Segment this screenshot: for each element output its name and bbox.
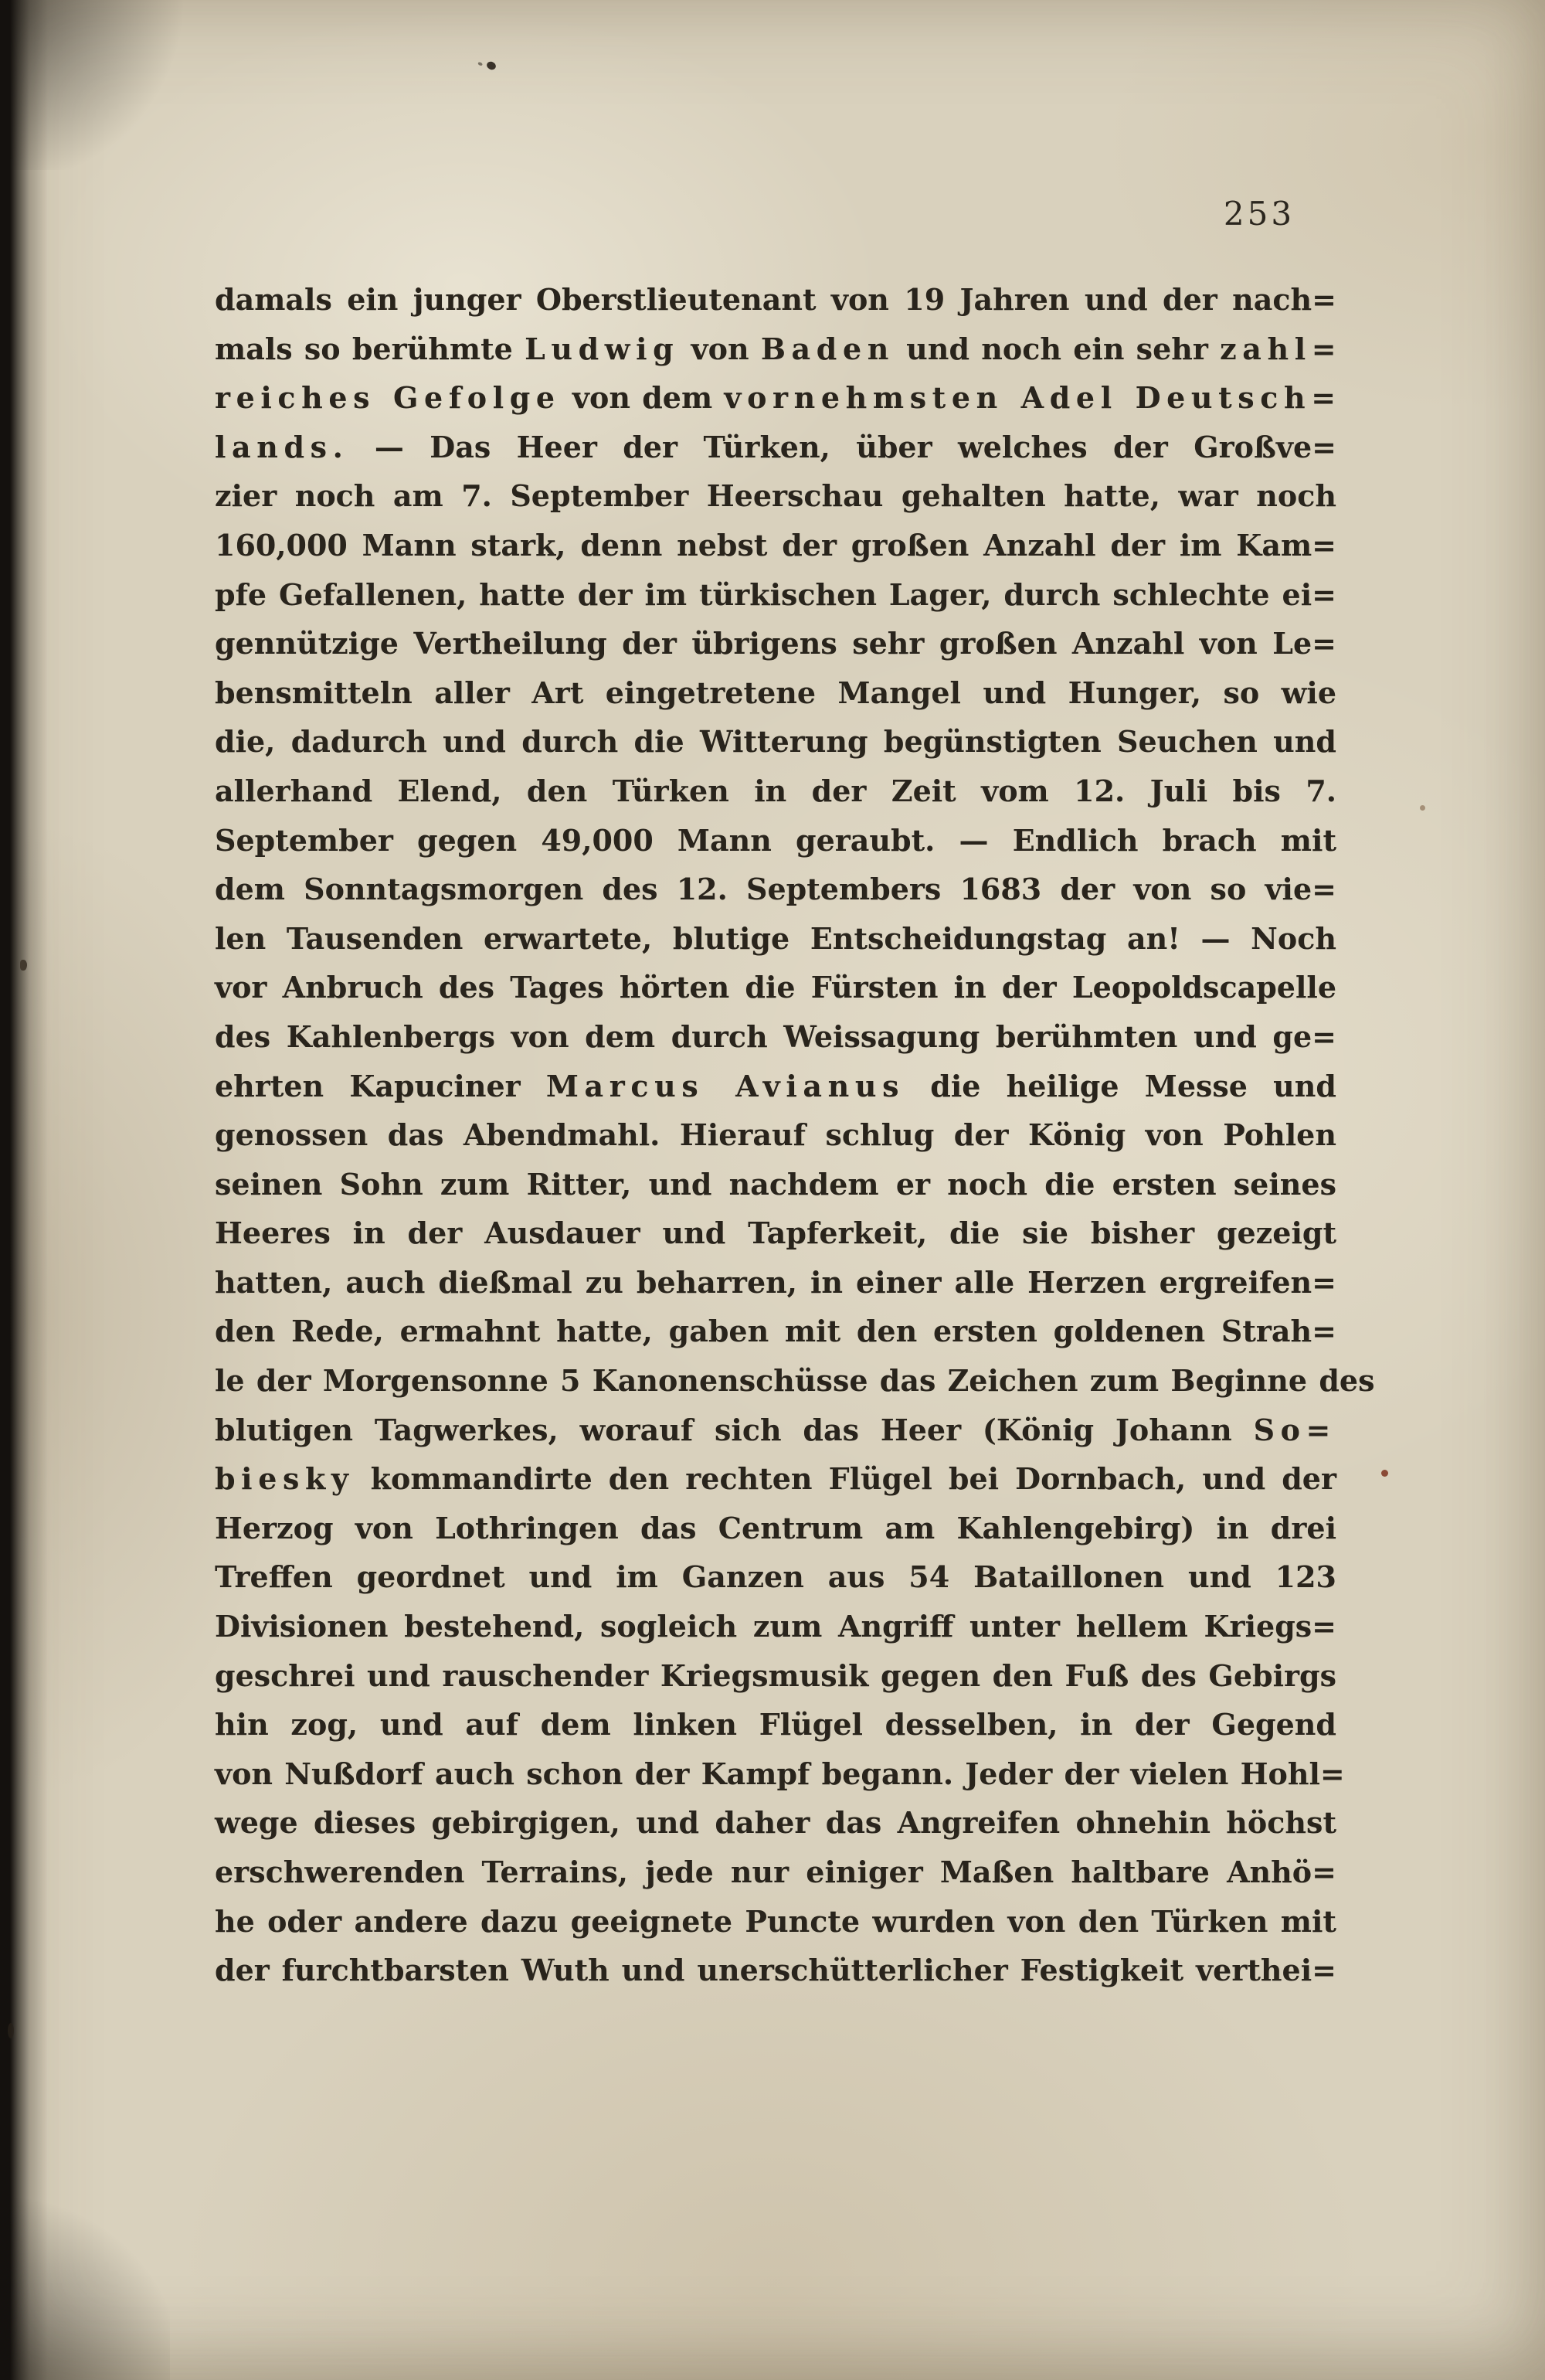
- text-line: biesky kommandirte den rechten Flügel bei Dornbach, und der: [215, 1461, 1336, 1497]
- text-line: blutigen Tagwerkes, worauf sich das Heer (König Johann So=: [215, 1412, 1336, 1447]
- text-line: damals ein junger Oberstlieutenant von 19 Jahren und der nach=: [215, 282, 1336, 317]
- text-line: he oder andere dazu geeignete Puncte wurden von den Türken mit: [215, 1903, 1336, 1939]
- text-line: den Rede, ermahnt hatte, gaben mit den ersten goldenen Strah=: [215, 1314, 1336, 1349]
- text-line: September gegen 49,000 Mann geraubt. — Endlich brach mit: [215, 822, 1336, 858]
- text-line: dem Sonntagsmorgen des 12. Septembers 1683 der von so vie=: [215, 872, 1336, 907]
- text-line: vor Anbruch des Tages hörten die Fürsten in der Leopoldscapelle: [215, 970, 1336, 1005]
- text-line: lands. — Das Heer der Türken, über welches der Großve=: [215, 429, 1336, 464]
- page-number: 253: [1223, 195, 1295, 233]
- text-line: hatten, auch dießmal zu beharren, in einer alle Herzen ergreifen=: [215, 1264, 1336, 1300]
- text-line: pfe Gefallenen, hatte der im türkischen Lager, durch schlechte ei=: [215, 576, 1336, 612]
- text-line: mals so berühmte Ludwig von Baden und noch ein sehr zahl=: [215, 331, 1343, 366]
- page-text: [215, 275, 1375, 1995]
- ink-speck: [1420, 805, 1425, 811]
- text-line: des Kahlenbergs von dem durch Weissagung berühmten und ge=: [215, 1018, 1336, 1054]
- text-line: genossen das Abendmahl. Hierauf schlug der König von Pohlen: [215, 1117, 1336, 1153]
- text-line: le der Morgensonne 5 Kanonenschüsse das Zeichen zum Beginne des: [215, 1363, 1375, 1399]
- text-line: erschwerenden Terrains, jede nur einiger Maßen haltbare Anhö=: [215, 1855, 1336, 1889]
- text-line: Treffen geordnet und im Ganzen aus 54 Bataillonen und 123: [215, 1559, 1336, 1595]
- ink-speck: [20, 960, 27, 971]
- text-line: von Nußdorf auch schon der Kampf begann. Jeder der vielen Hohl=: [215, 1756, 1345, 1791]
- text-line: gennützige Vertheilung der übrigens sehr großen Anzahl von Le=: [215, 626, 1336, 661]
- text-line: geschrei und rauschender Kriegsmusik gegen den Fuß des Gebirgs: [215, 1658, 1336, 1693]
- text-line: Divisionen bestehend, sogleich zum Angriff unter hellem Kriegs=: [215, 1609, 1336, 1644]
- text-line: len Tausenden erwartete, blutige Entscheidungstag an! — Noch: [215, 920, 1336, 956]
- text-line: 160,000 Mann stark, denn nebst der großen Anzahl der im Kam=: [215, 527, 1336, 563]
- text-line: wege dieses gebirgigen, und daher das Angreifen ohnehin höchst: [215, 1805, 1336, 1841]
- ink-speck: [8, 2023, 14, 2038]
- text-line: ehrten Kapuciner Marcus Avianus die heilige Messe und: [215, 1068, 1336, 1103]
- text-line: zier noch am 7. September Heerschau gehalten hatte, war noch: [215, 478, 1336, 514]
- text-line: seinen Sohn zum Ritter, und nachdem er noch die ersten seines: [215, 1166, 1336, 1202]
- text-line: reiches Gefolge von dem vornehmsten Adel Deutsch=: [215, 380, 1342, 416]
- ink-speck: [1381, 1470, 1388, 1477]
- text-line: allerhand Elend, den Türken in der Zeit vom 12. Juli bis 7.: [215, 773, 1336, 808]
- text-line: bensmitteln aller Art eingetretene Mangel und Hunger, so wie: [215, 675, 1336, 710]
- text-line: hin zog, und auf dem linken Flügel desselben, in der Gegend: [215, 1707, 1336, 1742]
- text-line: der furchtbarsten Wuth und unerschütterlicher Festigkeit verthei=: [215, 1953, 1336, 1988]
- text-line: Herzog von Lothringen das Centrum am Kahlengebirg) in drei: [215, 1510, 1336, 1545]
- book-gutter-shadow: [0, 0, 54, 2380]
- text-line: Heeres in der Ausdauer und Tapferkeit, die sie bisher gezeigt: [215, 1216, 1336, 1251]
- text-line: die, dadurch und durch die Witterung begünstigten Seuchen und: [215, 724, 1336, 760]
- ink-speck: [485, 60, 497, 71]
